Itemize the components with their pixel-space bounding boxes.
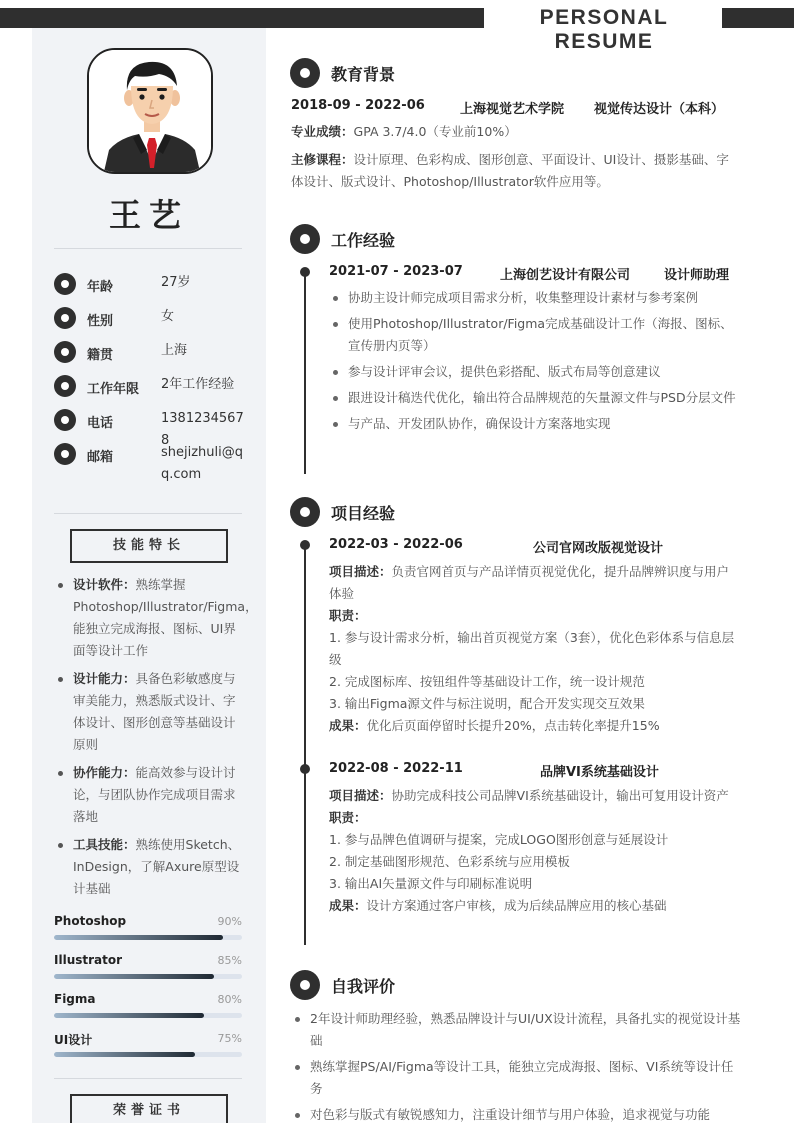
avatar <box>87 48 213 174</box>
skill-bar-illustrator <box>54 953 242 993</box>
skill-bar-fill <box>54 1052 195 1057</box>
profile-name: 王艺 <box>108 196 189 234</box>
project-duty: 2. 完成图标库、按钮组件等基础设计工作，统一设计规范 <box>329 674 645 689</box>
list-item: 参与设计评审会议，提供色彩搭配、版式布局等创意建议 <box>329 361 739 383</box>
info-label: 工作年限 <box>87 382 140 397</box>
skills-heading: 技能特长 <box>70 529 228 563</box>
skill-bar-figma <box>54 992 242 1032</box>
project-description: 项目描述：协助完成科技公司品牌VI系统基础设计，输出可复用设计资产 <box>329 788 729 803</box>
project-duty-label: 职责： <box>329 810 367 825</box>
project-duty: 2. 制定基础图形规范、色彩系统与应用模板 <box>329 854 570 869</box>
info-label: 年龄 <box>87 280 114 295</box>
page-title: PERSONAL RESUME <box>539 6 669 53</box>
skill-bar-photoshop <box>54 914 242 954</box>
project-duty: 1. 参与品牌色值调研与提案，完成LOGO图形创意与延展设计 <box>329 832 669 847</box>
section-icon <box>290 497 320 527</box>
bullet-icon <box>54 307 76 329</box>
skill-bar-fill <box>54 974 214 979</box>
list-item: 协助主设计师完成项目需求分析，收集整理设计素材与参考案例 <box>329 287 739 309</box>
skill-bar-name: Illustrator <box>54 953 123 967</box>
skill-list <box>54 574 258 906</box>
skill-bar-fill <box>54 935 223 940</box>
list-item: 熟练掌握PS/AI/Figma等设计工具，能独立完成海报、图标、VI系统等设计任务 <box>291 1056 741 1100</box>
skill-bar-percent: 80% <box>217 993 242 1006</box>
info-row-age <box>54 273 254 297</box>
info-row-gender <box>54 307 254 331</box>
project-details <box>329 561 739 737</box>
section-title: 项目经验 <box>331 504 396 523</box>
education-gpa: 专业成绩：GPA 3.7/4.0（专业前10%） <box>291 124 517 139</box>
project-period: 2022-08 - 2022-11 <box>329 761 463 776</box>
timeline-dot <box>300 540 310 550</box>
list-item: 对色彩与版式有敏锐感知力，注重设计细节与用户体验，追求视觉与功能 <box>291 1104 741 1123</box>
timeline-line <box>304 272 306 474</box>
portrait-illustration <box>89 50 213 174</box>
project-details <box>329 785 739 917</box>
info-value: 上海 <box>161 343 188 358</box>
info-label: 性别 <box>87 314 114 329</box>
skill-bar-percent: 90% <box>217 915 242 928</box>
section-title: 工作经验 <box>331 231 396 250</box>
skill-bar-track <box>54 1052 242 1057</box>
list-item: 使用Photoshop/Illustrator/Figma完成基础设计工作（海报、图标、宣传册内页等） <box>329 313 739 357</box>
info-value: 女 <box>161 309 175 324</box>
project-result: 成果：设计方案通过客户审核，成为后续品牌应用的核心基础 <box>329 898 667 913</box>
bullet-icon <box>54 409 76 431</box>
bullet-icon <box>54 273 76 295</box>
skill-bar-track <box>54 1013 242 1018</box>
divider <box>54 513 242 514</box>
info-value: 2年工作经验 <box>161 377 235 392</box>
skill-item: 工具技能：熟练使用Sketch、InDesign，了解Axure原型设计基础 <box>54 834 246 900</box>
banner-bar-right <box>722 8 794 28</box>
skill-bar-ui <box>54 1031 242 1071</box>
section-projects-header <box>290 497 770 527</box>
skill-bar-track <box>54 935 242 940</box>
info-label: 邮箱 <box>87 450 114 465</box>
section-icon <box>290 224 320 254</box>
section-title: 自我评价 <box>331 977 396 996</box>
skill-item: 设计能力：具备色彩敏感度与审美能力，熟悉版式设计、字体设计、图形创意等基础设计原则 <box>54 668 246 756</box>
work-company: 上海创艺设计有限公司 <box>500 268 631 283</box>
list-item: 跟进设计稿迭代优化，输出符合品牌规范的矢量源文件与PSD分层文件 <box>329 387 739 409</box>
section-icon <box>290 58 320 88</box>
section-title: 教育背景 <box>331 65 396 84</box>
info-row-email <box>54 443 254 482</box>
project-duty-label: 职责： <box>329 608 367 623</box>
section-icon <box>290 970 320 1000</box>
honors-heading: 荣誉证书 <box>70 1094 228 1123</box>
project-result: 成果：优化后页面停留时长提升20%，点击转化率提升15% <box>329 718 660 733</box>
info-value: 13812345678 <box>161 411 244 448</box>
project-duty: 3. 输出AI矢量源文件与印刷标准说明 <box>329 876 533 891</box>
timeline-dot <box>300 267 310 277</box>
info-row-hometown <box>54 341 254 365</box>
main-content <box>268 28 794 1123</box>
section-education-header <box>290 58 770 88</box>
list-item: 与产品、开发团队协作，确保设计方案落地实现 <box>329 413 739 435</box>
skill-bar-name: UI设计 <box>54 1033 93 1047</box>
project-name: 品牌VI系统基础设计 <box>540 765 659 780</box>
project-duty: 3. 输出Figma源文件与标注说明，配合开发实现交互效果 <box>329 696 645 711</box>
project-name: 公司官网改版视觉设计 <box>533 541 664 556</box>
info-value: shejizhuli@qq.com <box>161 445 244 482</box>
skill-item: 协作能力：能高效参与设计讨论，与团队协作完成项目需求落地 <box>54 762 246 828</box>
skill-bar-fill <box>54 1013 204 1018</box>
skill-item: 设计软件：熟练掌握Photoshop/Illustrator/Figma，能独立完成海报、图标、UI界面等设计工作 <box>54 574 246 662</box>
work-duties <box>329 287 739 439</box>
bullet-icon <box>54 375 76 397</box>
info-label: 电话 <box>87 416 114 431</box>
banner-bar-left <box>0 8 484 28</box>
list-item: 2年设计师助理经验，熟悉品牌设计与UI/UX设计流程，具备扎实的视觉设计基础 <box>291 1008 741 1052</box>
self-eval-list <box>291 1008 741 1123</box>
project-description: 项目描述：负责官网首页与产品详情页视觉优化，提升品牌辨识度与用户体验 <box>329 564 730 601</box>
work-period: 2021-07 - 2023-07 <box>329 264 463 279</box>
skill-bar-track <box>54 974 242 979</box>
divider <box>54 248 242 249</box>
education-school: 上海视觉艺术学院 <box>460 102 565 117</box>
project-duty: 1. 参与设计需求分析，输出首页视觉方案（3套），优化色彩体系与信息层级 <box>329 630 735 667</box>
timeline-line <box>304 545 306 945</box>
section-work-header <box>290 224 770 254</box>
bullet-icon <box>54 443 76 465</box>
bullet-icon <box>54 341 76 363</box>
skill-bar-name: Figma <box>54 992 96 1006</box>
skill-bar-percent: 75% <box>217 1032 242 1045</box>
info-row-years <box>54 375 254 399</box>
info-value: 27岁 <box>161 275 191 290</box>
work-role: 设计师助理 <box>664 268 730 283</box>
timeline-dot <box>300 764 310 774</box>
education-major: 视觉传达设计（本科） <box>594 102 725 117</box>
skill-bar-name: Photoshop <box>54 914 127 928</box>
divider <box>54 1078 242 1079</box>
education-period: 2018-09 - 2022-06 <box>291 98 425 113</box>
section-self-eval-header <box>290 970 770 1000</box>
education-courses: 主修课程：设计原理、色彩构成、图形创意、平面设计、UI设计、摄影基础、字体设计、版式设计、Photoshop/Illustrator软件应用等。 <box>291 152 729 189</box>
project-period: 2022-03 - 2022-06 <box>329 537 463 552</box>
info-label: 籍贯 <box>87 348 114 363</box>
skill-bar-percent: 85% <box>217 954 242 967</box>
info-row-phone <box>54 409 254 448</box>
sidebar <box>32 28 266 1123</box>
